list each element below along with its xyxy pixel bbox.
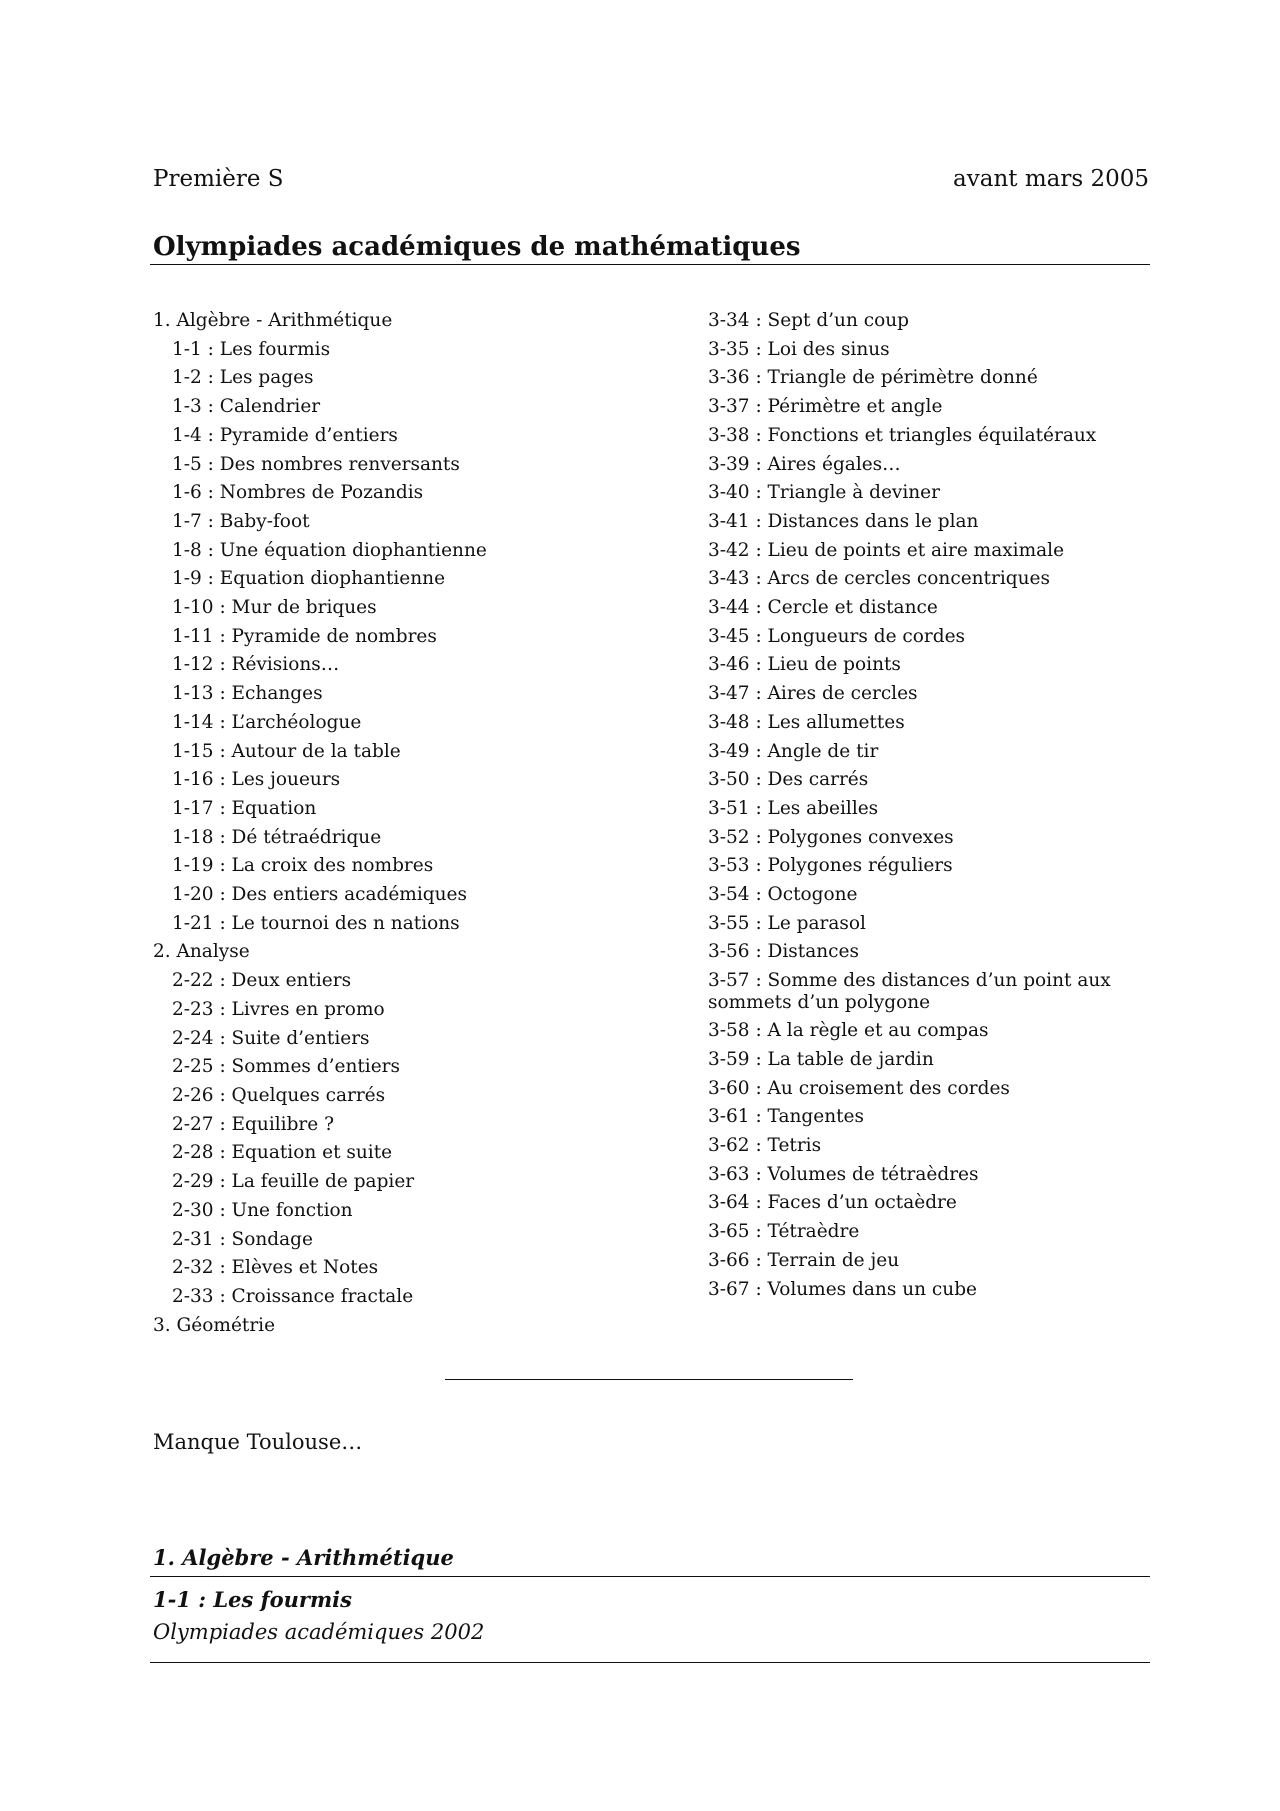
separator-rule [445,1379,853,1380]
toc-entry: 3-54 : Octogone [708,884,858,906]
toc-entry: 1-2 : Les pages [172,367,314,389]
toc-left-column [153,307,673,1340]
toc-entry: 1-13 : Echanges [172,683,323,705]
header-class-level: Première S [153,166,284,192]
toc-entry: 1-11 : Pyramide de nombres [172,625,437,647]
toc-entry: 3-55 : Le parasol [708,912,866,934]
toc-entry: 3-35 : Loi des sinus [708,338,890,360]
toc-entry: 2-27 : Equilibre ? [172,1113,335,1135]
toc-entry: 1-12 : Révisions… [172,654,340,676]
toc-entry: 3-59 : La table de jardin [708,1048,934,1070]
toc-entry: 1-17 : Equation [172,797,317,819]
toc-entry: 1-16 : Les joueurs [172,769,341,791]
toc-entry: 3-41 : Distances dans le plan [708,510,979,532]
toc-entry: 1-21 : Le tournoi des n nations [172,912,460,934]
toc-entry: 2-29 : La feuille de papier [172,1171,415,1193]
toc-entry: 3-66 : Terrain de jeu [708,1249,900,1271]
toc-right-column [708,307,1128,1304]
toc-entry: 3-60 : Au croisement des cordes [708,1077,1010,1099]
toc-section-entry: 1. Algèbre - Arithmétique [153,310,393,331]
toc-entry: 1-19 : La croix des nombres [172,855,434,877]
section-underline [150,1576,1150,1577]
toc-entry: 3-63 : Volumes de tétraèdres [708,1163,979,1185]
toc-entry: 3-43 : Arcs de cercles concentriques [708,568,1050,590]
toc-section-entry: 2. Analyse [153,941,250,963]
toc-entry: 1-18 : Dé tétraédrique [172,826,382,848]
toc-entry: 2-32 : Elèves et Notes [172,1257,379,1279]
toc-entry: 3-52 : Polygones convexes [708,826,954,848]
toc-entry: 3-48 : Les allumettes [708,711,905,733]
toc-entry: 3-36 : Triangle de périmètre donné [708,367,1038,389]
toc-entry: 1-9 : Equation diophantienne [172,568,446,590]
document-title: Olympiades académiques de mathématiques [153,232,801,262]
title-underline [150,264,1150,265]
exercise-heading: 1-1 : Les fourmis [153,1587,352,1612]
toc-entry: 3-44 : Cercle et distance [708,597,938,619]
toc-entry: 2-22 : Deux entiers [172,970,352,992]
toc-entry: 1-5 : Des nombres renversants [172,453,460,475]
toc-entry: 3-57 : Somme des distances d’un point aux sommets d’un polygone [708,970,1111,1014]
toc-entry: 3-40 : Triangle à deviner [708,482,940,504]
toc-entry: 3-67 : Volumes dans un cube [708,1278,977,1300]
toc-entry: 2-33 : Croissance fractale [172,1285,414,1307]
toc-entry: 3-45 : Longueurs de cordes [708,625,966,647]
header-date: avant mars 2005 [953,166,1149,192]
section-heading: 1. Algèbre - Arithmétique [153,1545,454,1570]
toc-entry: 2-30 : Une fonction [172,1199,353,1221]
toc-entry: 3-47 : Aires de cercles [708,683,918,705]
toc-entry: 3-51 : Les abeilles [708,797,879,819]
toc-entry: 3-64 : Faces d’un octaèdre [708,1192,957,1214]
toc-entry: 2-28 : Equation et suite [172,1142,393,1164]
note-missing: Manque Toulouse… [153,1430,363,1454]
toc-entry: 1-20 : Des entiers académiques [172,884,467,906]
toc-entry: 3-50 : Des carrés [708,769,869,791]
toc-entry: 3-39 : Aires égales… [708,453,901,475]
toc-entry: 2-24 : Suite d’entiers [172,1027,370,1049]
toc-entry: 3-34 : Sept d’un coup [708,310,910,331]
toc-entry: 1-4 : Pyramide d’entiers [172,424,398,446]
toc-entry: 1-6 : Nombres de Pozandis [172,482,424,504]
toc-entry: 3-65 : Tétraèdre [708,1221,860,1243]
toc-entry: 2-31 : Sondage [172,1228,313,1250]
toc-section-entry: 3. Géométrie [153,1314,276,1336]
toc-entry: 1-14 : L’archéologue [172,711,362,733]
toc-entry: 1-8 : Une équation diophantienne [172,539,487,561]
exercise-underline [150,1662,1150,1663]
toc-entry: 1-10 : Mur de briques [172,597,377,619]
toc-entry: 1-3 : Calendrier [172,396,321,418]
toc-entry: 1-1 : Les fourmis [172,338,331,360]
toc-entry: 3-61 : Tangentes [708,1106,864,1128]
toc-entry: 2-23 : Livres en promo [172,998,385,1020]
toc-entry: 3-37 : Périmètre et angle [708,396,943,418]
toc-entry: 3-46 : Lieu de points [708,654,901,676]
toc-entry: 3-62 : Tetris [708,1134,822,1156]
toc-entry: 3-38 : Fonctions et triangles équilatéraux [708,424,1097,446]
toc-entry: 3-42 : Lieu de points et aire maximale [708,539,1065,561]
toc-entry: 2-26 : Quelques carrés [172,1084,386,1106]
toc-entry: 3-58 : A la règle et au compas [708,1020,989,1042]
toc-entry: 2-25 : Sommes d’entiers [172,1056,400,1078]
toc-entry: 3-49 : Angle de tir [708,740,879,762]
toc-entry: 3-53 : Polygones réguliers [708,855,953,877]
toc-entry: 3-56 : Distances [708,941,859,963]
toc-entry: 1-15 : Autour de la table [172,740,401,762]
exercise-source: Olympiades académiques 2002 [153,1620,485,1644]
toc-entry: 1-7 : Baby-foot [172,510,310,532]
